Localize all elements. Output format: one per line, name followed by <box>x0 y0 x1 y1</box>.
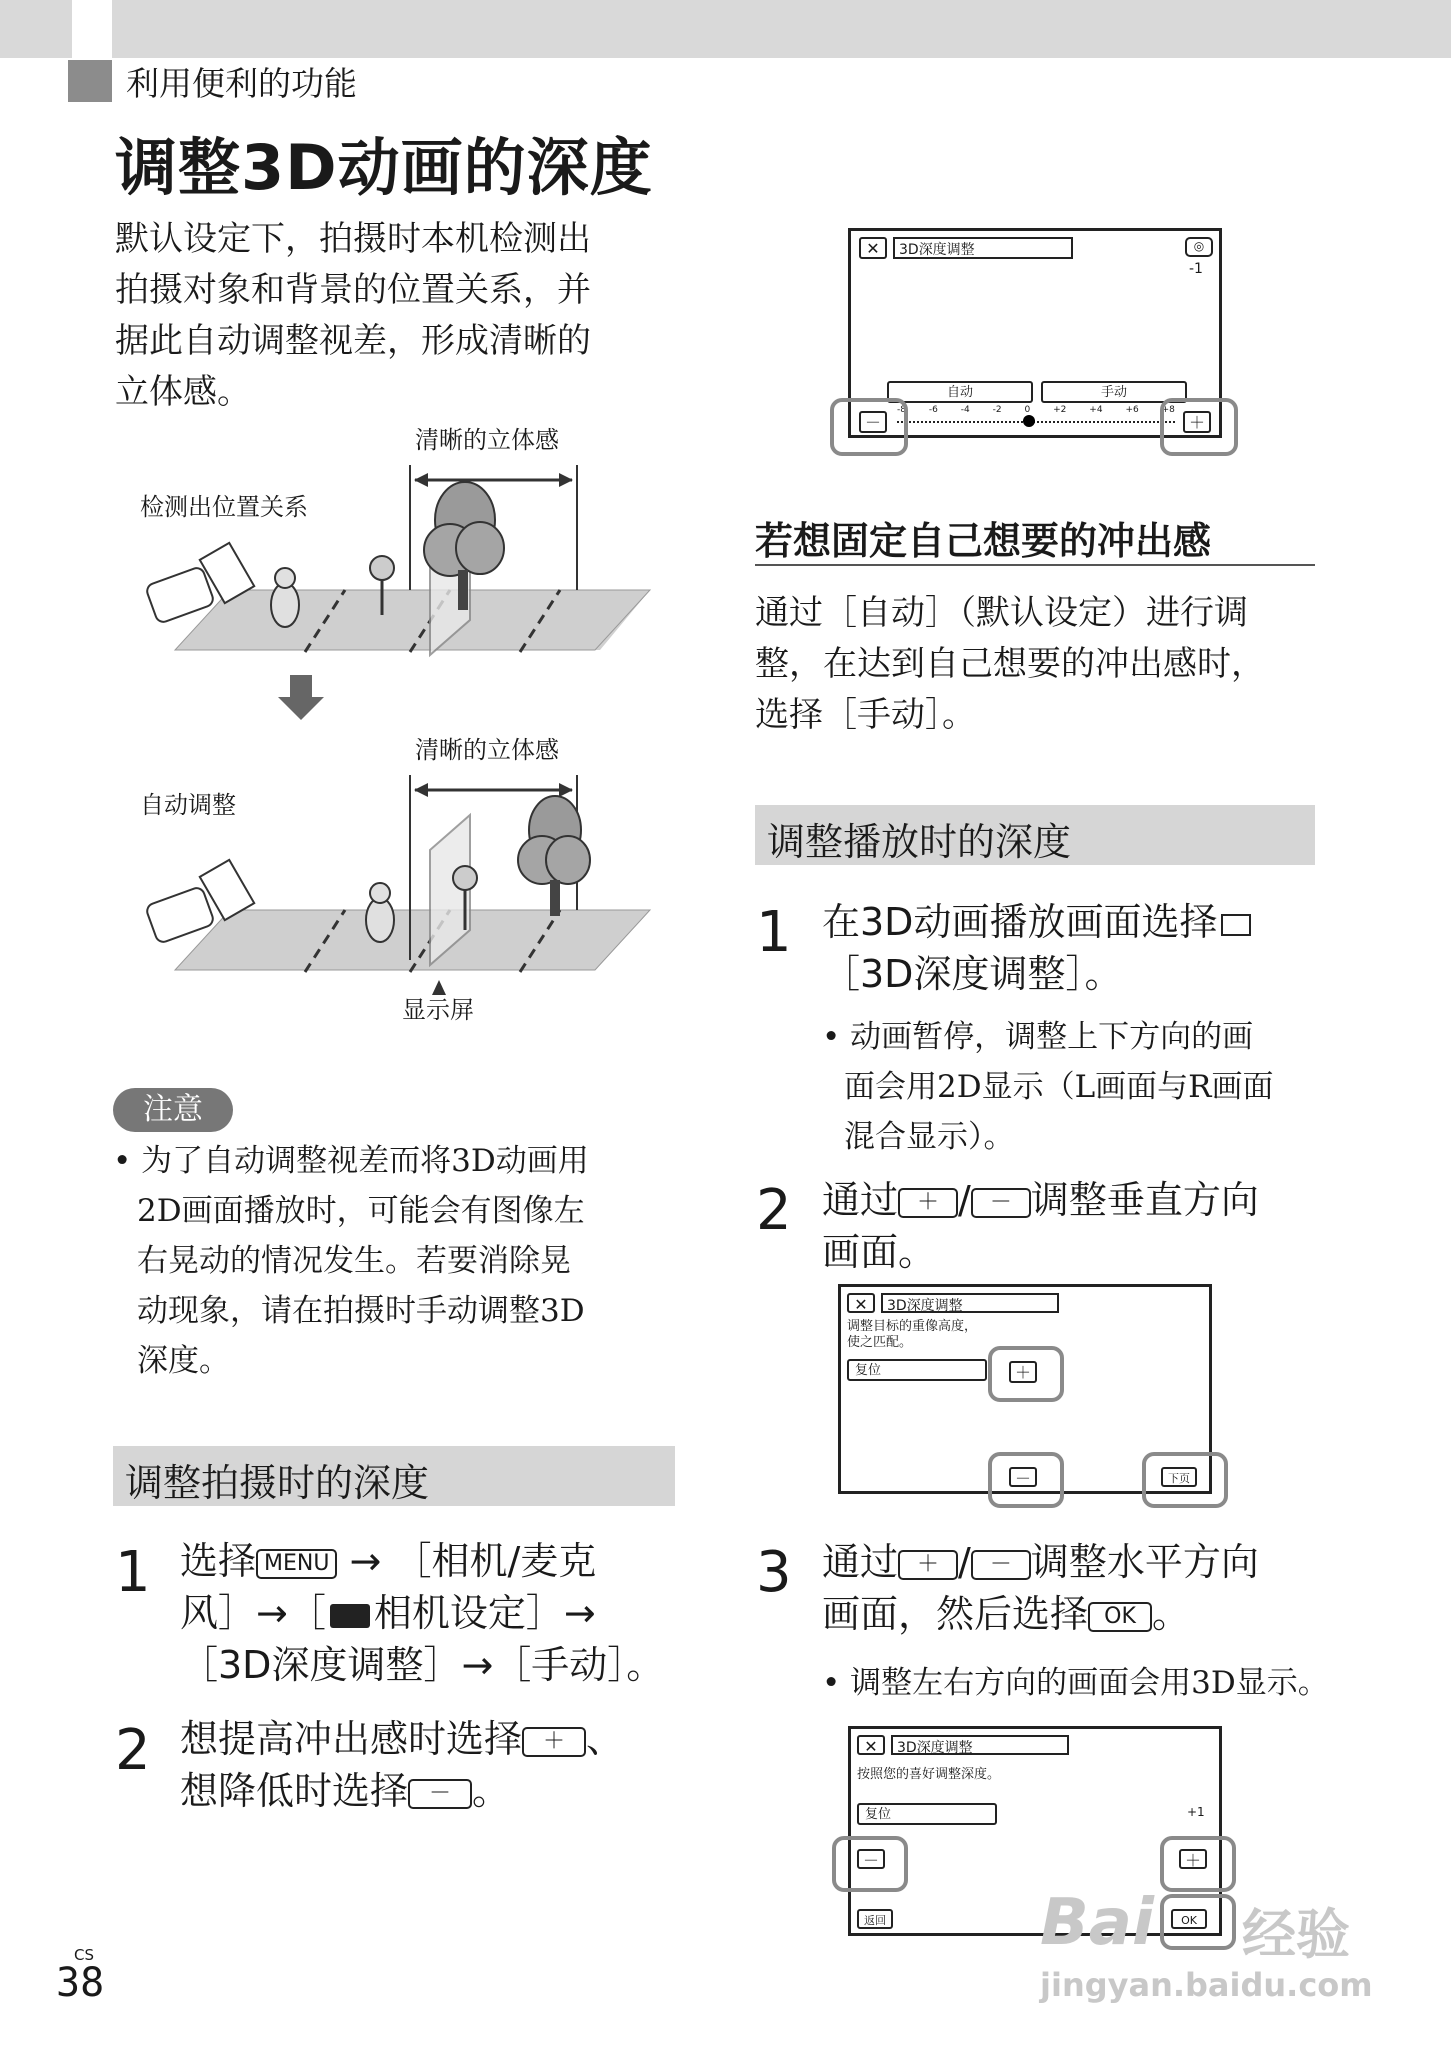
shoot-step2-number: 2 <box>115 1718 151 1783</box>
page-title: 调整3D动画的深度 <box>115 131 653 204</box>
close-icon[interactable]: ✕ <box>859 237 887 259</box>
depth-diagram <box>130 420 670 1024</box>
play-depth-heading: 调整播放时的深度 <box>755 805 1315 865</box>
3d-icon: ◎ <box>1185 237 1213 257</box>
highlight-ring-plus <box>1160 398 1238 456</box>
play-step1-bullet: • 动画暂停，调整上下方向的画 面会用2D显示（L画面与R画面 混合显示）。 <box>822 1019 1274 1155</box>
screen1-title: 3D深度调整 <box>893 237 1073 259</box>
next-page-button[interactable]: 下页 <box>1161 1467 1197 1487</box>
fix-paragraph: 通过［自动］（默认设定）进行调 整，在达到自己想要的冲出感时， 选择［手动］。 <box>755 593 1265 735</box>
screen3-value: +1 <box>1187 1805 1205 1819</box>
screen1-value: -1 <box>1189 261 1203 277</box>
screen2-title: 3D深度调整 <box>881 1293 1059 1313</box>
language-code: CS <box>74 1946 94 1964</box>
note-badge: 注意 <box>113 1088 233 1132</box>
play-step3-text: 通过 ＋ / － 调整水平方向 画面，然后选择 OK 。 <box>822 1540 1259 1636</box>
note-text: • 为了自动调整视差而将3D动画用 2D画面播放时，可能会有图像左 右晃动的情况发生。若要消除晃 动现象，请在拍摄时手动调整3D 深度。 <box>113 1143 589 1379</box>
play-step3-number: 3 <box>756 1540 792 1605</box>
highlight-ring-s3-minus <box>832 1836 908 1892</box>
play-step1-number: 1 <box>756 900 792 965</box>
manual-button[interactable]: 手动 <box>1041 381 1187 403</box>
highlight-ring-next <box>1142 1452 1228 1508</box>
chapter-title: 利用便利的功能 <box>126 64 357 103</box>
play-step2-plus[interactable]: ＋ <box>898 1188 958 1218</box>
plus-button[interactable]: ＋ <box>522 1727 586 1757</box>
highlight-ring-s2-minus <box>988 1452 1064 1508</box>
screen3-ok-button[interactable]: OK <box>1171 1909 1207 1929</box>
option-icon[interactable] <box>1221 914 1251 936</box>
screen1-plus-button[interactable]: ＋ <box>1183 411 1211 433</box>
screen3-minus-button[interactable]: － <box>857 1849 885 1869</box>
camera-icon <box>330 1604 370 1628</box>
auto-button[interactable]: 自动 <box>887 381 1033 403</box>
play-step2-text: 通过 ＋ / － 调整垂直方向 画面。 <box>822 1178 1259 1274</box>
screen2-message: 调整目标的重像高度， 使之匹配。 <box>847 1319 978 1350</box>
play-step2-minus[interactable]: － <box>971 1188 1031 1218</box>
label-display-screen: 显示屏 <box>402 996 474 1024</box>
highlight-ring-s3-plus <box>1160 1836 1236 1892</box>
shoot-step1-text: 选择 MENU → ［相机/麦克 风］→［ 相机设定］→ ［3D深度调整］→［手动］。 <box>180 1539 665 1687</box>
depth-slider[interactable] <box>897 405 1175 433</box>
fix-heading: 若想固定自己想要的冲出感 <box>755 510 1315 566</box>
label-auto-adjust: 自动调整 <box>140 791 236 819</box>
play-step2-number: 2 <box>756 1178 792 1243</box>
screen2-reset-button[interactable]: 复位 <box>847 1359 987 1381</box>
label-clear-depth-top: 清晰的立体感 <box>415 426 559 454</box>
watermark-brand: Bai <box>1040 1886 1154 1960</box>
shoot-step1-number: 1 <box>115 1540 151 1605</box>
highlight-ring-s3-ok <box>1160 1894 1236 1950</box>
header-bar <box>0 0 1451 58</box>
play-step3-bullet: • 调整左右方向的画面会用3D显示。 <box>822 1665 1329 1701</box>
watermark-url: jingyan.baidu.com <box>1040 1966 1373 2004</box>
back-button[interactable]: 返回 <box>857 1909 893 1929</box>
play-step1-text: 在3D动画播放画面选择 ［3D深度调整］。 <box>822 896 1342 1000</box>
screen3-title: 3D深度调整 <box>891 1735 1069 1755</box>
shoot-step2-text: 想提高冲出感时选择 ＋ 、 想降低时选择 － 。 <box>180 1717 625 1813</box>
label-clear-depth-bottom: 清晰的立体感 <box>415 736 559 764</box>
menu-key[interactable]: MENU <box>256 1549 337 1579</box>
screen3-close-icon[interactable]: ✕ <box>857 1735 885 1755</box>
chapter-marker <box>68 60 112 102</box>
play-step3-minus[interactable]: － <box>971 1550 1031 1580</box>
screen3-reset-button[interactable]: 复位 <box>857 1803 997 1825</box>
screen3-message: 按照您的喜好调整深度。 <box>857 1767 1001 1782</box>
watermark-brand-2: 经验 <box>1242 1903 1350 1966</box>
screen2-close-icon[interactable]: ✕ <box>847 1293 875 1313</box>
play-step3-plus[interactable]: ＋ <box>898 1550 958 1580</box>
screen2-plus-button[interactable]: ＋ <box>1009 1361 1037 1383</box>
highlight-ring-s2-plus <box>988 1346 1064 1402</box>
highlight-ring-minus <box>830 398 908 456</box>
slider-ticks: -8 -6 -4 -2 0 +2 +4 +6 +8 <box>897 405 1175 415</box>
label-detect-position: 检测出位置关系 <box>140 493 308 521</box>
header-notch <box>72 0 112 58</box>
shoot-depth-heading: 调整拍摄时的深度 <box>113 1446 675 1506</box>
screen2-minus-button[interactable]: － <box>1009 1467 1037 1487</box>
screen3-plus-button[interactable]: ＋ <box>1179 1849 1207 1869</box>
slider-thumb[interactable] <box>1023 415 1035 427</box>
minus-button[interactable]: － <box>408 1779 472 1809</box>
ok-button[interactable]: OK <box>1088 1602 1152 1632</box>
screen1-minus-button[interactable]: － <box>859 411 887 433</box>
intro-paragraph: 默认设定下，拍摄时本机检测出 拍摄对象和背景的位置关系，并 据此自动调整视差，形成清晰的 立体感。 <box>115 219 591 412</box>
page-number: 38 <box>56 1960 105 2006</box>
